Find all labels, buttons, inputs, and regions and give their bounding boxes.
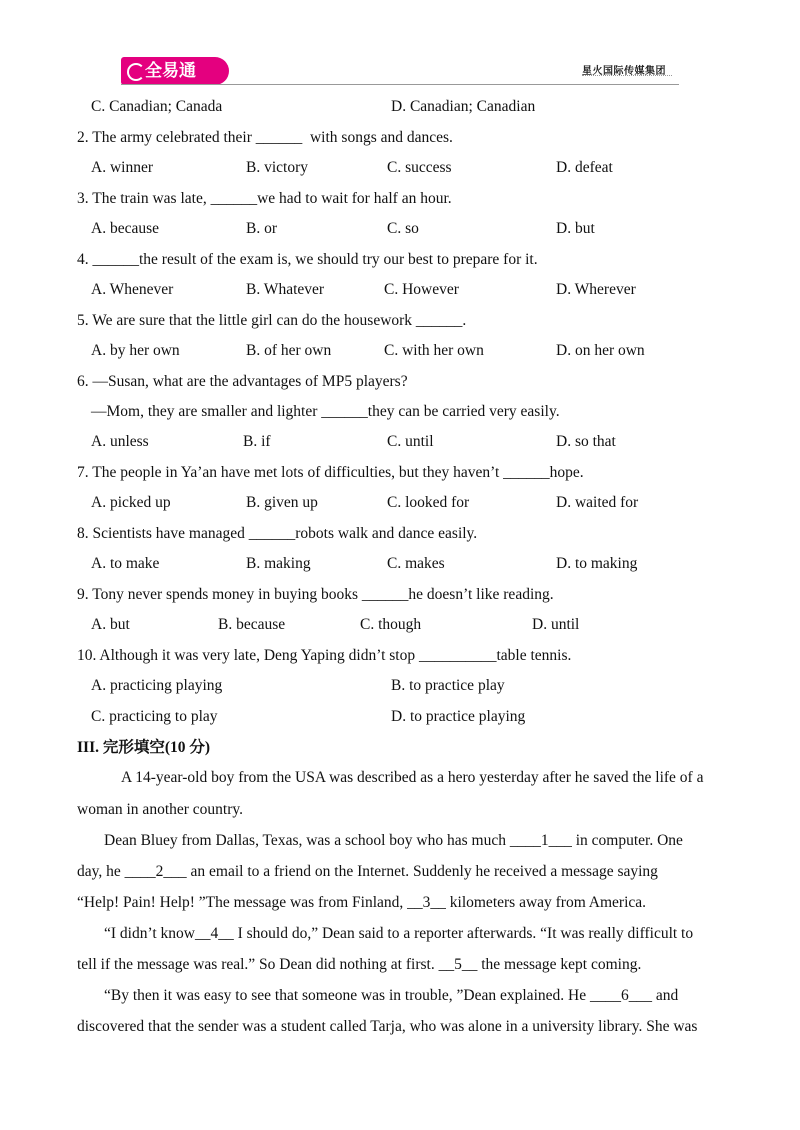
option-a: A. unless: [91, 433, 149, 450]
option-c: C. success: [387, 159, 452, 176]
question-stem: 7. The people in Ya’an have met lots of difficulties, but they haven’t ______hope.: [77, 464, 584, 481]
blank-5: __5__: [438, 956, 478, 973]
text-run: in computer. One: [571, 832, 683, 849]
question-stem: 4. ______the result of the exam is, we should try our best to prepare for it.: [77, 251, 538, 268]
passage-p2-line1: [104, 831, 683, 851]
option-a: A. because: [91, 220, 159, 237]
option-b: B. Whatever: [246, 281, 325, 298]
option-b: B. or: [246, 220, 277, 237]
option-d: D. so that: [556, 433, 616, 450]
question-stem: 9. Tony never spends money in buying books ______he doesn’t like reading.: [77, 586, 554, 603]
option-d: D. Wherever: [556, 281, 636, 298]
page-header: [0, 0, 800, 90]
option-a: A. but: [91, 616, 130, 633]
text-run: kilometers away from America.: [445, 894, 647, 911]
text-run: Dean Bluey from Dallas, Texas, was a school boy who has much: [104, 832, 510, 849]
option-d: D. on her own: [556, 342, 645, 359]
question-stem-reply: —Mom, they are smaller and lighter ______they can be carried very easily.: [91, 403, 560, 420]
section-heading: III. 完形填空(10 分): [77, 739, 211, 756]
question-stem: 8. Scientists have managed ______robots walk and dance easily.: [77, 525, 478, 542]
passage-p3-line1: [104, 924, 693, 944]
text-run: the message kept coming.: [477, 956, 642, 973]
blank-6: ____6___: [589, 987, 652, 1004]
option-c: C. However: [384, 281, 459, 298]
option-d: D. until: [532, 616, 580, 633]
option-a: A. winner: [91, 159, 153, 176]
passage-p1-line2: woman in another country.: [77, 801, 244, 818]
option-a: A. practicing playing: [91, 677, 223, 694]
brand-underline: [582, 75, 672, 78]
blank-3: __3__: [407, 894, 446, 911]
option-b: B. because: [218, 616, 286, 633]
option-c: C. practicing to play: [91, 708, 218, 725]
text-run: “Help! Pain! Help! ”The message was from Finland,: [77, 894, 408, 911]
text-run: day, he: [77, 863, 125, 880]
option-c: C. makes: [387, 555, 445, 572]
blank-4: __4__: [194, 925, 234, 942]
option-c: C. though: [360, 616, 422, 633]
passage-p4-line2: discovered that the sender was a student called Tarja, who was alone in a university library. She was: [77, 1018, 698, 1035]
header-rule: [121, 84, 679, 85]
option-d: D. defeat: [556, 159, 613, 176]
question-stem: 5. We are sure that the little girl can do the housework ______.: [77, 312, 467, 329]
text-run: an email to a friend on the Internet. Suddenly he received a message saying: [186, 863, 658, 880]
option-b: B. of her own: [246, 342, 332, 359]
text-run: I should do,” Dean said to a reporter afterwards. “It was really difficult to: [233, 925, 694, 942]
question-stem: 10. Although it was very late, Deng Yaping didn’t stop __________table tennis.: [77, 647, 572, 664]
option-b: B. victory: [246, 159, 308, 176]
option-b: B. given up: [246, 494, 318, 511]
passage-p3-line2: [77, 955, 641, 975]
option-b: B. to practice play: [391, 677, 505, 694]
publisher-brand: 星火国际传媒集团: [582, 66, 666, 77]
quanyitong-logo: [121, 57, 229, 85]
option-d: D. but: [556, 220, 595, 237]
text-run: “By then it was easy to see that someone was in trouble, ”Dean explained. He: [104, 987, 590, 1004]
option-d: D. to making: [556, 555, 638, 572]
q1-option-d: D. Canadian; Canadian: [391, 98, 536, 115]
option-c: C. looked for: [387, 494, 470, 511]
option-c: C. so: [387, 220, 419, 237]
logo-swirl-icon: [127, 63, 145, 81]
option-c: C. with her own: [384, 342, 484, 359]
blank-2: ____2___: [124, 863, 187, 880]
q1-option-c: C. Canadian; Canada: [91, 98, 223, 115]
option-b: B. making: [246, 555, 311, 572]
passage-p1-line1: A 14-year-old boy from the USA was described as a hero yesterday after he saved the life of a: [121, 769, 704, 786]
text-run: tell if the message was real.” So Dean did nothing at first.: [77, 956, 439, 973]
option-a: A. Whenever: [91, 281, 174, 298]
option-a: A. to make: [91, 555, 160, 572]
text-run: and: [651, 987, 679, 1004]
question-stem: 3. The train was late, ______we had to wait for half an hour.: [77, 190, 452, 207]
passage-p2-line2: [77, 862, 658, 882]
option-d: D. waited for: [556, 494, 639, 511]
passage-p2-line3: [77, 893, 646, 913]
text-run: “I didn’t know: [104, 925, 195, 942]
option-c: C. until: [387, 433, 434, 450]
option-a: A. by her own: [91, 342, 180, 359]
option-a: A. picked up: [91, 494, 171, 511]
question-stem: 6. —Susan, what are the advantages of MP5 players?: [77, 373, 408, 390]
option-b: B. if: [243, 433, 271, 450]
logo-text: 全易通: [145, 61, 196, 81]
option-d: D. to practice playing: [391, 708, 526, 725]
question-stem: 2. The army celebrated their ______ with songs and dances.: [77, 129, 453, 146]
passage-p4-line1: [104, 986, 678, 1006]
blank-1: ____1___: [509, 832, 572, 849]
